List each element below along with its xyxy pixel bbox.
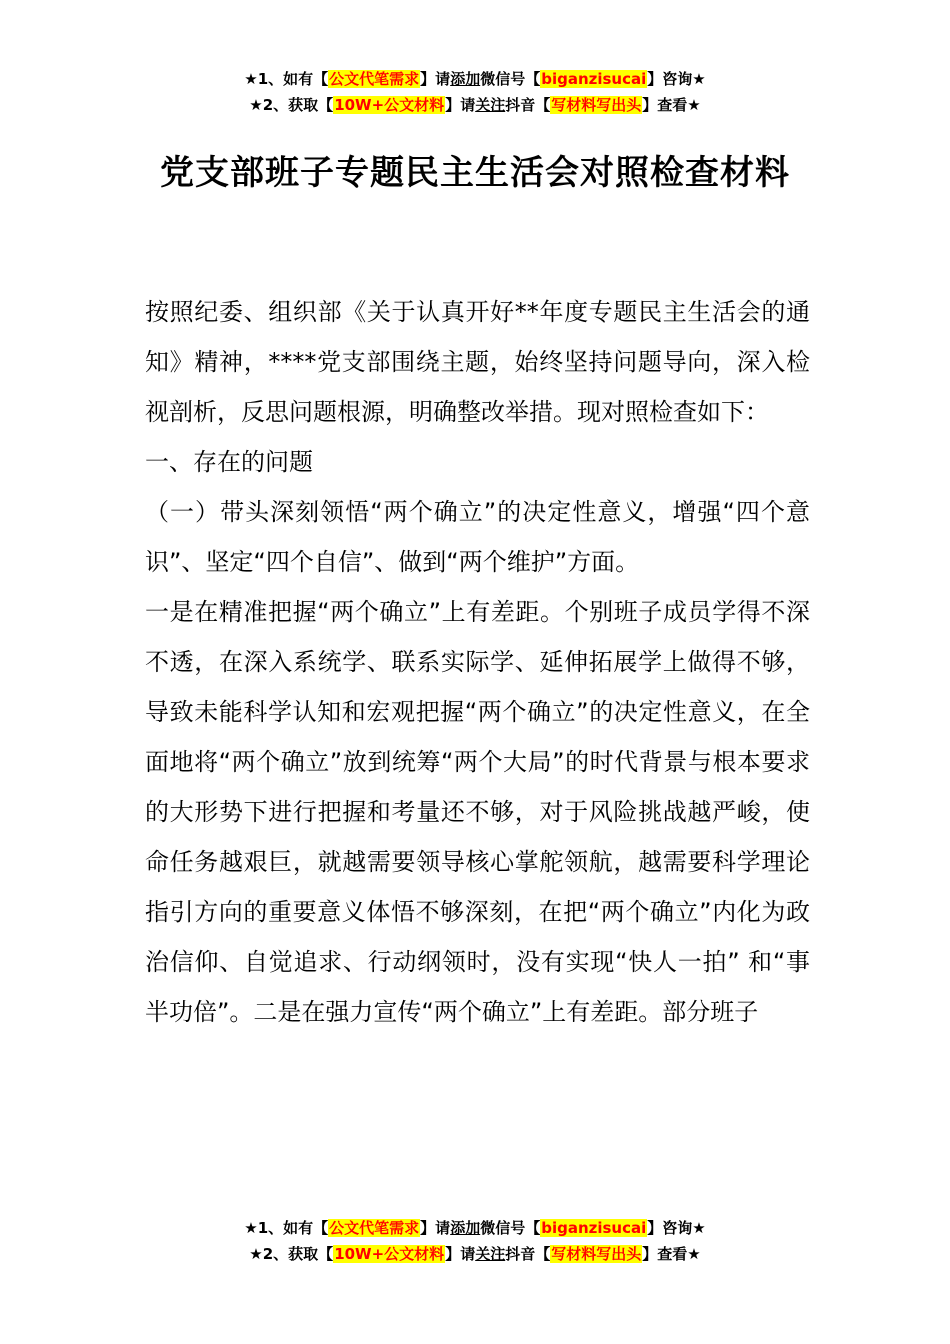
highlight-text: 10W+公文材料	[334, 1245, 445, 1263]
highlight-text: 公文代笔需求	[329, 70, 420, 88]
banner-text: 抖音【	[505, 96, 551, 114]
banner-text: ★1、如有【	[244, 70, 329, 88]
highlight-text: 公文代笔需求	[329, 1219, 420, 1237]
underlined-text: 添加	[450, 70, 481, 88]
banner-text: 抖音【	[505, 1245, 551, 1263]
document-body	[145, 287, 810, 1037]
paragraph-intro: 按照纪委、组织部《关于认真开好**年度专题民主生活会的通知》精神，****党支部围绕主题，始终坚持问题导向，深入检视剖析，反思问题根源，明确整改举措。现对照检查如下：	[145, 298, 810, 426]
banner-text: ★2、获取【	[249, 96, 334, 114]
banner-text: 】咨询★	[647, 1219, 706, 1237]
banner-text: ★1、如有【	[244, 1219, 329, 1237]
section-heading: 一、存在的问题	[145, 448, 313, 476]
douyin-id: 写材料写出头	[551, 1245, 642, 1263]
wechat-id: biganzisucai	[541, 70, 647, 88]
banner-text: 】请	[445, 96, 476, 114]
banner-text: 】查看★	[642, 1245, 701, 1263]
document-title: 党支部班子专题民主生活会对照检查材料	[160, 153, 790, 193]
banner-line-2	[0, 92, 950, 118]
header-banner	[0, 66, 950, 118]
banner-text: ★2、获取【	[249, 1245, 334, 1263]
banner-text: 】请	[420, 70, 451, 88]
wechat-id: biganzisucai	[541, 1219, 647, 1237]
banner-text: 】请	[445, 1245, 476, 1263]
banner-line-1	[0, 1215, 950, 1241]
banner-text: 微信号【	[480, 1219, 541, 1237]
subsection-heading: （一）带头深刻领悟“两个确立”的决定性意义，增强“四个意识”、坚定“四个自信”、做到“两个维护”方面。	[145, 498, 810, 576]
banner-line-1	[0, 66, 950, 92]
banner-text: 】查看★	[642, 96, 701, 114]
banner-text: 】请	[420, 1219, 451, 1237]
paragraph-body: 一是在精准把握“两个确立”上有差距。个别班子成员学得不深不透，在深入系统学、联系实际学、延伸拓展学上做得不够，导致未能科学认知和宏观把握“两个确立”的决定性意义，在全面地将“两个确立”放到统筹“两个大局”的时代背景与根本要求的大形势下进行把握和考量还不够，对于风险挑战越严峻，使命任务越艰巨，就越需要领导核心掌舵领航，越需要科学理论指引方向的重要意义体悟不够深刻，在把“两个确立”内化为政治信仰、自觉追求、行动纲领时，没有实现“快人一拍” 和“事半功倍”。二是在强力宣传“两个确立”上有差距。部分班子	[145, 598, 810, 1026]
douyin-id: 写材料写出头	[551, 96, 642, 114]
banner-text: 】咨询★	[647, 70, 706, 88]
underlined-text: 添加	[450, 1219, 481, 1237]
banner-text: 微信号【	[480, 70, 541, 88]
underlined-text: 关注	[475, 1245, 506, 1263]
underlined-text: 关注	[475, 96, 506, 114]
banner-line-2	[0, 1241, 950, 1267]
highlight-text: 10W+公文材料	[334, 96, 445, 114]
footer-banner	[0, 1215, 950, 1267]
